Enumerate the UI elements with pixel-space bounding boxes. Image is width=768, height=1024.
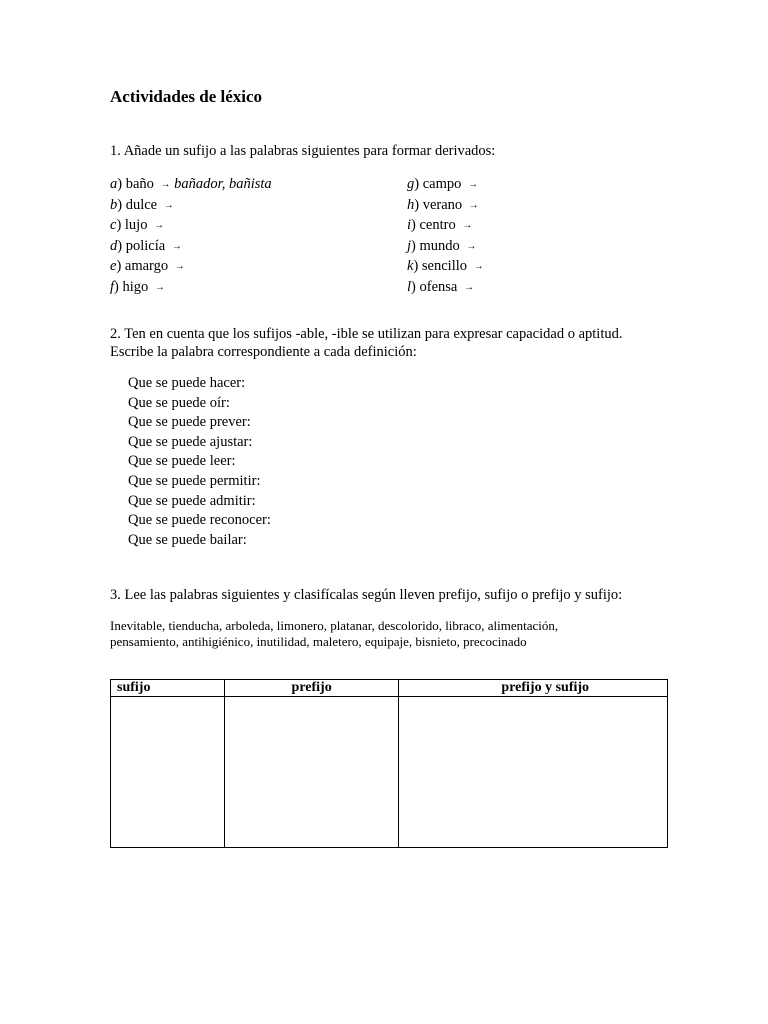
item-letter: c bbox=[110, 217, 117, 233]
item-letter: l bbox=[407, 278, 412, 295]
exercise-item: l) ofensa → bbox=[407, 278, 474, 295]
page-title: Actividades de léxico bbox=[110, 87, 263, 106]
item-letter: a bbox=[110, 176, 118, 192]
arrow-icon: → bbox=[163, 199, 174, 211]
arrow-icon: → bbox=[466, 240, 477, 252]
item-word: baño bbox=[125, 176, 154, 192]
definition-text: Que se puede bailar: bbox=[128, 531, 247, 548]
item-letter: d bbox=[110, 237, 118, 254]
definition-text: Que se puede admitir: bbox=[128, 492, 256, 509]
list-item bbox=[110, 492, 271, 512]
arrow-icon: → bbox=[462, 220, 473, 231]
arrow-icon: → bbox=[174, 261, 185, 272]
arrow-icon: → bbox=[463, 281, 474, 293]
arrow-icon: → bbox=[468, 179, 478, 190]
list-item bbox=[110, 394, 271, 414]
header-prefijo-y-sufijo: prefijo y sufijo bbox=[399, 680, 668, 697]
exercise-item: e) amargo → bbox=[110, 258, 185, 274]
list-item bbox=[110, 472, 271, 492]
list-item bbox=[110, 511, 271, 531]
item-word: policía bbox=[125, 237, 166, 254]
exercise-item: g) campo → bbox=[407, 176, 478, 192]
classification-table bbox=[110, 679, 668, 848]
section3-instruction: 3. Lee las palabras siguientes y clasifícalas según lleven prefijo, sufijo o prefijo y sufijo: bbox=[110, 587, 623, 603]
exercise-item: k) sencillo → bbox=[407, 258, 484, 274]
cell-sufijo[interactable] bbox=[111, 697, 225, 848]
item-word: higo bbox=[122, 278, 149, 295]
word-list bbox=[110, 618, 558, 650]
definition-text: Que se puede leer: bbox=[128, 453, 236, 470]
arrow-icon: → bbox=[154, 281, 165, 293]
item-letter: k bbox=[407, 258, 414, 274]
definition-list bbox=[110, 374, 271, 550]
exercise-item: j) mundo → bbox=[407, 237, 477, 254]
arrow-icon: → bbox=[154, 220, 165, 231]
cell-prefijo[interactable] bbox=[224, 697, 399, 848]
item-letter: g bbox=[407, 176, 415, 192]
header-sufijo: sufijo bbox=[111, 680, 225, 697]
exercise-item: i) centro → bbox=[407, 217, 473, 233]
definition-text: Que se puede prever: bbox=[128, 414, 251, 431]
item-letter: b bbox=[110, 196, 118, 213]
item-word: campo bbox=[422, 176, 462, 192]
item-letter: i bbox=[407, 217, 412, 233]
list-item bbox=[110, 531, 271, 551]
exercise-item: d) policía → bbox=[110, 237, 182, 254]
word-list-line1: Inevitable, tienducha, arboleda, limonero, platanar, descolorido, libraco, alimentación, bbox=[110, 618, 559, 633]
section1-left-column bbox=[110, 175, 272, 298]
definition-text: Que se puede reconocer: bbox=[128, 512, 271, 529]
arrow-icon: → bbox=[171, 240, 182, 252]
header-prefijo: prefijo bbox=[224, 680, 399, 697]
list-item bbox=[110, 433, 271, 453]
item-word: centro bbox=[419, 217, 456, 233]
table-header-row bbox=[111, 680, 668, 697]
section1-right-column bbox=[407, 175, 484, 298]
item-letter: e bbox=[110, 258, 117, 274]
section2-line1: 2. Ten en cuenta que los sufijos -able, -ible se utilizan para expresar capacidad o aptitud. bbox=[110, 326, 623, 342]
arrow-icon: → bbox=[473, 261, 484, 272]
item-word: dulce bbox=[125, 196, 158, 213]
table-row bbox=[111, 697, 668, 848]
definition-text: Que se puede ajustar: bbox=[128, 433, 253, 450]
definition-text: Que se puede oír: bbox=[128, 394, 230, 411]
item-word: lujo bbox=[124, 217, 148, 233]
word-list-line2: pensamiento, antihigiénico, inutilidad, maletero, equipaje, bisnieto, precocinado bbox=[110, 634, 527, 649]
definition-text: Que se puede permitir: bbox=[128, 472, 261, 489]
item-word: verano bbox=[422, 196, 463, 213]
arrow-icon: → bbox=[468, 199, 479, 211]
item-word: sencillo bbox=[421, 258, 468, 274]
item-letter: f bbox=[110, 278, 115, 295]
list-item bbox=[110, 413, 271, 433]
section2-line2: Escribe la palabra correspondiente a cada definición: bbox=[110, 344, 417, 360]
cell-prefijo-y-sufijo[interactable] bbox=[399, 697, 668, 848]
list-item bbox=[110, 374, 271, 394]
exercise-item: b) dulce → bbox=[110, 196, 174, 213]
item-word: ofensa bbox=[419, 278, 458, 295]
item-letter: h bbox=[407, 196, 415, 213]
exercise-item: h) verano → bbox=[407, 196, 479, 213]
item-word: amargo bbox=[124, 258, 169, 274]
definition-text: Que se puede hacer: bbox=[128, 375, 246, 391]
list-item bbox=[110, 452, 271, 472]
section2-instruction bbox=[110, 325, 622, 361]
exercise-item: a) baño → bañador, bañista bbox=[110, 176, 272, 192]
item-letter: j bbox=[407, 237, 412, 254]
item-word: mundo bbox=[419, 237, 460, 254]
item-answer: bañador, bañista bbox=[174, 176, 272, 192]
exercise-item: f) higo → bbox=[110, 278, 165, 295]
section1-instruction: 1. Añade un sufijo a las palabras siguientes para formar derivados: bbox=[110, 143, 496, 159]
exercise-item: c) lujo → bbox=[110, 217, 165, 233]
arrow-icon: → bbox=[160, 179, 171, 190]
